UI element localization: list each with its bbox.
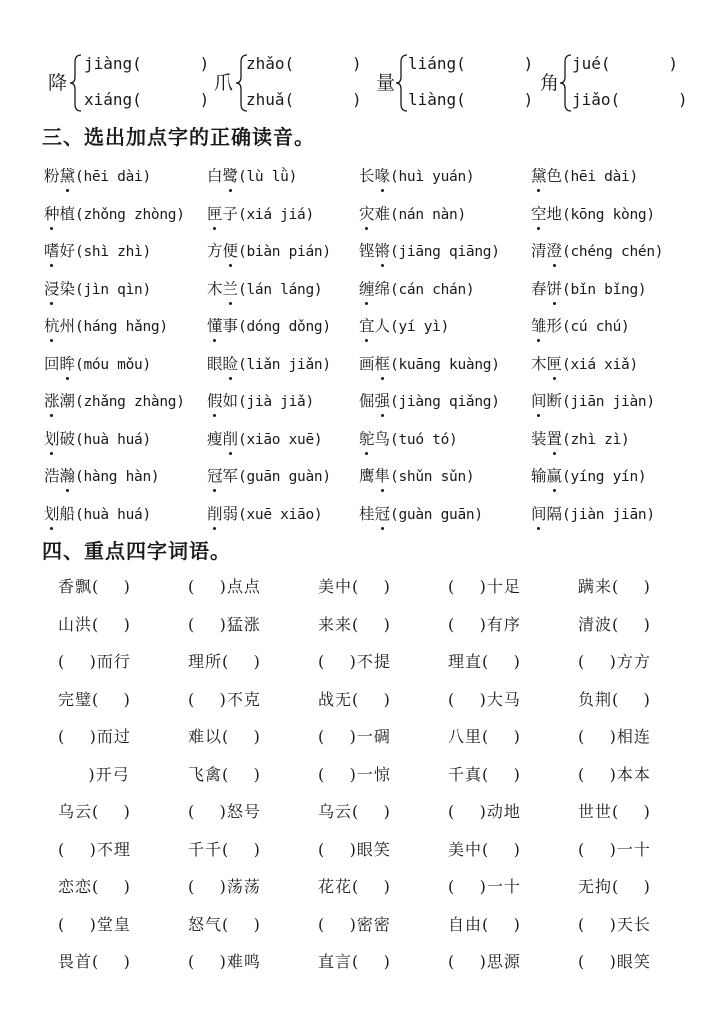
dotted-char: 匣: [207, 202, 223, 226]
word: [359, 280, 390, 298]
word: [207, 430, 238, 448]
word-char: 粉: [44, 167, 60, 185]
idiom-blank[interactable]: 理所( ): [188, 652, 261, 671]
idiom-blank[interactable]: ( )怒号: [188, 802, 261, 821]
word-char: 铿: [359, 242, 375, 260]
dotted-char: 种: [44, 202, 60, 226]
word: [44, 242, 75, 260]
idiom-blank[interactable]: 千真( ): [448, 764, 521, 784]
pronunciation-item: [44, 202, 185, 227]
idiom-row: [58, 913, 718, 951]
word-char: 州: [59, 317, 76, 335]
pinyin-options[interactable]: (dóng dǒng): [238, 319, 331, 335]
pronunciation-item: [44, 352, 151, 377]
idiom-blank[interactable]: 直言( ): [318, 952, 391, 971]
dotted-char: 隼: [375, 464, 391, 488]
dotted-char: 赢: [547, 464, 563, 488]
pronunciation-item: [359, 277, 474, 302]
pronunciation-row: [44, 427, 724, 465]
dotted-char: 懂: [207, 314, 223, 338]
pinyin-options[interactable]: (yí yì): [390, 319, 450, 335]
dotted-char: 瀚: [60, 464, 76, 488]
pinyin-options[interactable]: (shǔn sǔn): [390, 469, 475, 485]
pinyin-options[interactable]: (chéng chén): [562, 244, 664, 260]
idiom-row: [58, 800, 718, 838]
word-char: 隔: [546, 504, 563, 523]
pronunciation-row: [44, 352, 724, 390]
word: [359, 392, 390, 410]
pronunciation-item: [359, 164, 474, 189]
pronunciation-item: [531, 389, 655, 414]
dotted-char: 间: [531, 502, 547, 526]
pronunciation-item: [44, 164, 151, 189]
idiom-blank[interactable]: 自由( ): [448, 914, 521, 934]
word-char: 植: [59, 204, 76, 223]
idiom-blank[interactable]: 难以( ): [188, 727, 261, 746]
dotted-char: 划: [44, 427, 60, 451]
pinyin-options[interactable]: (jiàng qiǎng): [390, 394, 500, 410]
pinyin-options[interactable]: (hēi dài): [562, 169, 638, 185]
idiom-blank[interactable]: 千千( ): [188, 839, 261, 859]
pronunciation-item: [531, 202, 655, 227]
word-char: 眼: [207, 354, 223, 373]
polyphone-reading: jiàng( ): [84, 54, 210, 73]
idiom-row: [58, 950, 718, 988]
idiom-blank[interactable]: ( )一惊: [318, 764, 391, 784]
word: [531, 242, 562, 260]
dotted-char: 锵: [375, 239, 391, 263]
dotted-char: 间: [531, 389, 547, 413]
word: [207, 467, 238, 485]
idiom-row: [58, 875, 718, 913]
dotted-char: 涨: [44, 389, 60, 413]
pronunciation-item: [44, 427, 151, 452]
idiom-blank[interactable]: ( )而过: [58, 727, 131, 746]
pinyin-options[interactable]: (móu mǒu): [75, 356, 151, 373]
idiom-blank[interactable]: 乌云( ): [318, 802, 391, 821]
pronunciation-item: [207, 202, 314, 227]
pronunciation-item: [359, 314, 449, 339]
word: [531, 205, 562, 223]
dotted-char: 兰: [223, 277, 239, 301]
pronunciation-item: [531, 239, 663, 264]
idiom-blank[interactable]: 战无( ): [318, 689, 391, 709]
dotted-char: 置: [547, 427, 563, 451]
idiom-blank[interactable]: ( )本本: [578, 764, 651, 784]
idiom-blank[interactable]: ( )思源: [448, 952, 521, 971]
idiom-blank[interactable]: ( )不提: [318, 652, 391, 671]
dotted-char: 杭: [44, 314, 60, 338]
word: [531, 355, 562, 373]
word: [359, 242, 390, 260]
word-char: 输: [531, 467, 547, 485]
word-char: 潮: [59, 392, 76, 410]
pronunciation-row: [44, 277, 724, 315]
idiom-blank[interactable]: 花花( ): [318, 877, 391, 896]
idiom-blank[interactable]: 八里( ): [448, 727, 521, 746]
word: [44, 430, 75, 448]
pronunciation-item: [359, 202, 466, 227]
idiom-row: [58, 650, 718, 688]
word: [531, 280, 562, 298]
polyphone-reading: liáng( ): [408, 54, 534, 73]
idiom-blank[interactable]: 世世( ): [578, 802, 651, 821]
pinyin-options[interactable]: (guàn guān): [390, 506, 483, 523]
pinyin-options[interactable]: (cú chú): [562, 319, 630, 335]
word-char: 断: [546, 392, 563, 410]
pronunciation-row: [44, 164, 724, 202]
pronunciation-item: [531, 164, 638, 189]
word: [44, 317, 75, 335]
word: [359, 167, 390, 185]
pinyin-options[interactable]: (hēi dài): [75, 169, 151, 185]
dotted-char: 鹭: [223, 164, 239, 188]
idiom-blank[interactable]: ( )一十: [448, 877, 521, 896]
word: [207, 205, 238, 223]
dotted-char: 空: [531, 202, 547, 226]
idiom-blank[interactable]: ( )堂皇: [58, 914, 131, 934]
idiom-blank[interactable]: ( )大马: [448, 689, 521, 709]
idiom-row: [58, 613, 718, 651]
pronunciation-item: [207, 164, 297, 189]
pinyin-options[interactable]: (shì zhì): [75, 244, 151, 260]
idiom-blank[interactable]: 怒气( ): [188, 914, 261, 934]
pronunciation-item: [359, 464, 474, 489]
word: [531, 467, 562, 485]
dotted-char: 框: [375, 352, 391, 376]
polyphone-reading: zhuǎ( ): [246, 90, 362, 109]
word-char: 春: [531, 279, 547, 298]
pinyin-options[interactable]: (xiá jiá): [238, 206, 314, 223]
idiom-blank[interactable]: ( )方方: [578, 652, 651, 671]
word-char: 木: [531, 354, 547, 373]
pinyin-options[interactable]: (jiān jiàn): [562, 394, 655, 410]
word-char: 军: [222, 467, 239, 485]
word-char: 如: [222, 392, 239, 410]
pinyin-options[interactable]: (tuó tó): [390, 431, 458, 448]
pinyin-options[interactable]: (huà huá): [75, 431, 151, 448]
polyphone-row: [0, 52, 724, 114]
pinyin-options[interactable]: (xuē xiāo): [238, 506, 323, 523]
word: [207, 167, 238, 185]
word-char: 色: [546, 167, 563, 185]
word: [359, 355, 390, 373]
pinyin-options[interactable]: (jìn qìn): [75, 281, 151, 298]
idiom-blank[interactable]: ( )难鸣: [188, 952, 261, 971]
idiom-blank[interactable]: 来来( ): [318, 614, 391, 634]
idiom-row: [58, 763, 718, 801]
pinyin-options[interactable]: (xiá xiǎ): [562, 356, 638, 373]
word-char: 桂: [359, 504, 375, 523]
word: [531, 167, 562, 185]
pronunciation-item: [207, 464, 331, 489]
word-char: 木: [207, 279, 223, 298]
word-char: 子: [222, 204, 239, 223]
idiom-blank[interactable]: ( )有序: [448, 614, 521, 634]
word: [531, 392, 562, 410]
dotted-char: 眸: [60, 352, 76, 376]
pinyin-options[interactable]: (bǐn bǐng): [562, 281, 647, 298]
word: [207, 242, 238, 260]
dotted-char: 澄: [547, 239, 563, 263]
word-char: 好: [59, 242, 76, 260]
word-char: 破: [59, 429, 76, 448]
brace-icon: [560, 54, 572, 112]
word: [207, 280, 238, 298]
word: [44, 205, 75, 223]
word-char: 地: [546, 204, 563, 223]
word: [207, 392, 238, 410]
dotted-char: 削: [223, 427, 239, 451]
section-3-title: 三、选出加点字的正确读音。: [42, 125, 315, 149]
word: [359, 467, 390, 485]
pronunciation-item: [44, 502, 151, 527]
idiom-blank[interactable]: 美中( ): [448, 839, 521, 859]
word: [207, 317, 238, 335]
idiom-blank[interactable]: ( )相连: [578, 727, 651, 746]
polyphone-char: 爪: [214, 72, 234, 94]
word: [44, 167, 75, 185]
polyphone-reading: jiǎo( ): [572, 90, 688, 109]
word-char: 染: [59, 279, 76, 298]
polyphone-char: 角: [540, 72, 560, 94]
idiom-blank[interactable]: 香飘( ): [58, 577, 131, 596]
pinyin-options[interactable]: (huì yuán): [390, 169, 475, 185]
word: [44, 505, 75, 523]
idiom-blank[interactable]: 负荆( ): [578, 689, 651, 709]
pronunciation-item: [207, 502, 322, 527]
idiom-blank[interactable]: ( )天长: [578, 914, 651, 934]
word-char: 清: [531, 242, 547, 260]
pronunciation-item: [531, 427, 629, 452]
word: [44, 467, 75, 485]
dotted-char: 睑: [223, 352, 239, 376]
polyphone-reading: zhǎo( ): [246, 54, 362, 73]
word: [44, 355, 75, 373]
pronunciation-item: [207, 352, 331, 377]
pronunciation-item: [44, 277, 151, 302]
idiom-blank[interactable]: )开弓: [58, 764, 130, 784]
idiom-row: [58, 688, 718, 726]
pronunciation-item: [207, 314, 331, 339]
idiom-blank[interactable]: ( )密密: [318, 914, 391, 934]
pronunciation-grid: [44, 164, 724, 539]
idiom-blank[interactable]: 清波( ): [578, 614, 651, 634]
polyphone-char: 降: [48, 72, 68, 94]
pronunciation-row: [44, 502, 724, 540]
idiom-blank[interactable]: ( )一十: [578, 839, 651, 859]
word: [207, 355, 238, 373]
idiom-blank[interactable]: ( )眼笑: [318, 839, 391, 859]
pronunciation-item: [44, 464, 159, 489]
pronunciation-item: [359, 352, 500, 377]
pinyin-options[interactable]: (guān guàn): [238, 469, 331, 485]
idiom-blank[interactable]: 山洪( ): [58, 614, 131, 634]
word: [359, 205, 390, 223]
polyphone-reading: liàng( ): [408, 90, 534, 109]
brace-icon: [396, 54, 408, 112]
dotted-char: 黛: [531, 164, 547, 188]
pronunciation-item: [207, 239, 331, 264]
dotted-char: 削: [207, 502, 223, 526]
word: [531, 317, 562, 335]
word: [531, 505, 562, 523]
dotted-char: 灾: [359, 202, 375, 226]
pinyin-options[interactable]: (jiàn jiān): [562, 506, 655, 523]
pronunciation-item: [531, 502, 655, 527]
pronunciation-item: [44, 239, 151, 264]
pinyin-options[interactable]: (lán láng): [238, 281, 323, 298]
pronunciation-item: [359, 502, 483, 527]
polyphone-reading: xiáng( ): [84, 90, 210, 109]
pinyin-options[interactable]: (yíng yín): [562, 469, 647, 485]
word-char: 长: [359, 167, 375, 185]
pronunciation-item: [531, 314, 629, 339]
word-char: 人: [374, 317, 391, 335]
idiom-blank[interactable]: 恋恋( ): [58, 877, 131, 896]
dotted-char: 冠: [375, 502, 391, 526]
word: [359, 505, 390, 523]
idiom-blank[interactable]: ( )猛涨: [188, 614, 261, 634]
idiom-blank[interactable]: ( )而行: [58, 652, 131, 671]
idiom-blank[interactable]: ( )一碉: [318, 727, 391, 746]
dotted-char: 强: [375, 389, 391, 413]
idiom-blank[interactable]: ( )荡荡: [188, 877, 261, 896]
word: [44, 280, 75, 298]
word: [359, 430, 390, 448]
dotted-char: 嗜: [44, 239, 60, 263]
dotted-char: 缠: [359, 277, 375, 301]
pronunciation-item: [207, 389, 314, 414]
pronunciation-item: [531, 352, 638, 377]
pronunciation-item: [44, 314, 168, 339]
idiom-blank[interactable]: 理直( ): [448, 652, 521, 671]
pinyin-options[interactable]: (liǎn jiǎn): [238, 356, 331, 373]
word-char: 倔: [359, 392, 375, 410]
pinyin-options[interactable]: (huà huá): [75, 506, 151, 523]
pronunciation-item: [207, 427, 322, 452]
dotted-char: 便: [223, 239, 239, 263]
idiom-grid: [58, 575, 718, 988]
pinyin-options[interactable]: (háng hǎng): [75, 319, 168, 335]
pronunciation-item: [44, 389, 185, 414]
idiom-blank[interactable]: ( )不理: [58, 839, 131, 859]
pronunciation-row: [44, 314, 724, 352]
idiom-blank[interactable]: 飞禽( ): [188, 764, 261, 784]
word-char: 回: [44, 354, 60, 373]
pinyin-options[interactable]: (jiāng qiāng): [390, 244, 500, 260]
polyphone-reading: jué( ): [572, 54, 678, 73]
idiom-blank[interactable]: 美中( ): [318, 577, 391, 596]
dotted-char: 浸: [44, 277, 60, 301]
dotted-char: 宜: [359, 314, 375, 338]
dotted-char: 喙: [375, 164, 391, 188]
pinyin-options[interactable]: (biàn pián): [238, 244, 331, 260]
pinyin-options[interactable]: (zhǎng zhàng): [75, 394, 185, 410]
word-char: 方: [207, 242, 223, 260]
pinyin-options[interactable]: (kōng kòng): [562, 206, 655, 223]
polyphone-char: 量: [376, 72, 396, 94]
dotted-char: 鸵: [359, 427, 375, 451]
pronunciation-item: [359, 239, 500, 264]
brace-icon: [70, 54, 82, 112]
word-char: 绵: [374, 279, 391, 298]
pronunciation-item: [207, 277, 322, 302]
word-char: 形: [546, 317, 563, 335]
pinyin-options[interactable]: (jià jiǎ): [238, 394, 314, 410]
word: [44, 392, 75, 410]
pronunciation-item: [531, 464, 646, 489]
pinyin-options[interactable]: (nán nàn): [390, 206, 466, 223]
word: [531, 430, 562, 448]
pronunciation-row: [44, 464, 724, 502]
dotted-char: 黛: [60, 164, 76, 188]
idiom-blank[interactable]: ( )动地: [448, 802, 521, 821]
pinyin-options[interactable]: (lù lǜ): [238, 169, 298, 185]
word-char: 船: [59, 504, 76, 523]
word-char: 鸟: [374, 429, 391, 448]
pronunciation-item: [359, 389, 500, 414]
pinyin-options[interactable]: (xiāo xuē): [238, 431, 323, 448]
idiom-row: [58, 575, 718, 613]
idiom-row: [58, 838, 718, 876]
section-4-title: 四、重点四字词语。: [42, 539, 231, 563]
word-char: 事: [222, 317, 239, 335]
idiom-blank[interactable]: 乌云( ): [58, 802, 131, 821]
idiom-blank[interactable]: ( )眼笑: [578, 952, 651, 971]
pinyin-options[interactable]: (zhì zì): [562, 431, 630, 448]
idiom-row: [58, 725, 718, 763]
word: [207, 505, 238, 523]
dotted-char: 饼: [547, 277, 563, 301]
word-char: 瘦: [207, 429, 223, 448]
word-char: 浩: [44, 467, 60, 485]
pinyin-options[interactable]: (hàng hàn): [75, 469, 160, 485]
pronunciation-row: [44, 239, 724, 277]
idiom-blank[interactable]: ( )十足: [448, 577, 521, 596]
pronunciation-item: [359, 427, 457, 452]
pinyin-options[interactable]: (kuāng kuàng): [390, 356, 500, 373]
idiom-blank[interactable]: 蹒来( ): [578, 577, 651, 596]
dotted-char: 匣: [547, 352, 563, 376]
pinyin-options[interactable]: (zhǒng zhòng): [75, 206, 185, 223]
pronunciation-row: [44, 202, 724, 240]
word-char: 白: [207, 167, 223, 185]
dotted-char: 假: [207, 389, 223, 413]
word: [359, 317, 390, 335]
pinyin-options[interactable]: (cán chán): [390, 281, 475, 298]
word-char: 装: [531, 429, 547, 448]
pronunciation-row: [44, 389, 724, 427]
word-char: 画: [359, 354, 375, 373]
word-char: 难: [374, 204, 391, 223]
idiom-blank[interactable]: ( )点点: [188, 577, 261, 596]
idiom-blank[interactable]: 无拘( ): [578, 877, 651, 896]
dotted-char: 雏: [531, 314, 547, 338]
pronunciation-item: [531, 277, 646, 302]
idiom-blank[interactable]: 完璧( ): [58, 689, 131, 709]
word-char: 弱: [222, 504, 239, 523]
idiom-blank[interactable]: ( )不克: [188, 689, 261, 709]
word-char: 鹰: [359, 467, 375, 485]
dotted-char: 划: [44, 502, 60, 526]
idiom-blank[interactable]: 畏首( ): [58, 952, 131, 971]
dotted-char: 冠: [207, 464, 223, 488]
